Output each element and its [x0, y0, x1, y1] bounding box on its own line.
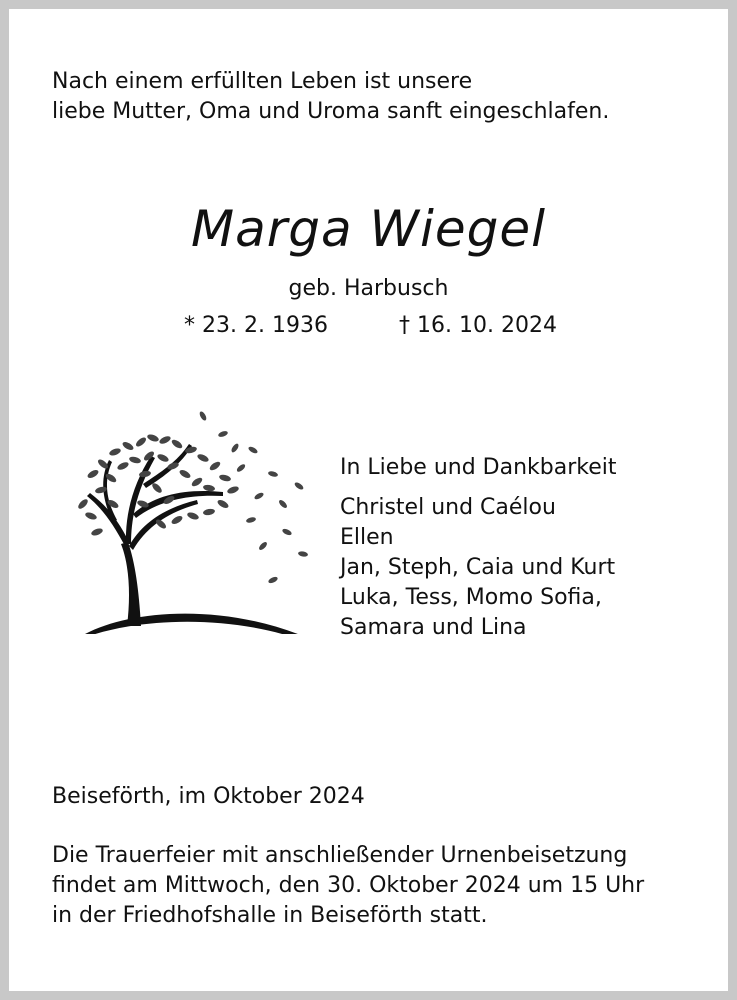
- intro-line: liebe Mutter, Oma und Uroma sanft eingeschlafen.: [52, 99, 610, 124]
- deceased-name: Marga Wiegel: [190, 200, 547, 258]
- ceremony-line: in der Friedhofshalle in Beiseförth statt.: [52, 903, 488, 928]
- obituary-notice: [9, 9, 728, 991]
- ceremony-line: findet am Mittwoch, den 30. Oktober 2024 um 15 Uhr: [52, 873, 645, 898]
- tree-icon: [73, 404, 313, 634]
- maiden-name: geb. Harbusch: [288, 276, 449, 301]
- death-date: † 16. 10. 2024: [399, 313, 557, 338]
- birth-date: * 23. 2. 1936: [184, 313, 328, 338]
- mourner-line: Ellen: [340, 525, 394, 550]
- mourners-heading: In Liebe und Dankbarkeit: [340, 455, 617, 480]
- intro-text: [52, 67, 609, 127]
- intro-line: Nach einem erfüllten Leben ist unsere: [52, 69, 473, 94]
- mourners-block: [340, 453, 617, 643]
- ceremony-line: Die Trauerfeier mit anschließender Urnenbeisetzung: [52, 843, 628, 868]
- place-date: Beiseförth, im Oktober 2024: [52, 784, 365, 809]
- mourner-line: Christel und Caélou: [340, 495, 556, 520]
- ceremony-info: [52, 841, 644, 931]
- mourner-line: Luka, Tess, Momo Sofia,: [340, 585, 602, 610]
- mourner-line: Samara und Lina: [340, 615, 527, 640]
- mourner-line: Jan, Steph, Caia und Kurt: [340, 555, 616, 580]
